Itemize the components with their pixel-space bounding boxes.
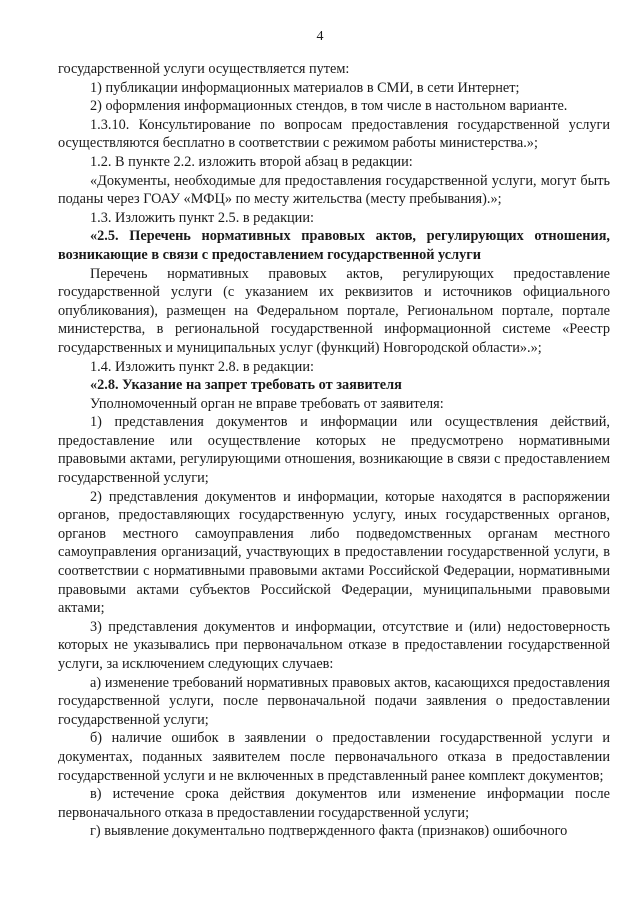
paragraph: 1) публикации информационных материалов в СМИ, в сети Интернет; (90, 79, 520, 96)
paragraph: 1.3. Изложить пункт 2.5. в редакции: (90, 209, 314, 226)
paragraph: 1) представления документов и информации или осуществления действий, предоставление или осуществление которых не предусмотрено нормативными правовыми актами, регулирующими отношения, возникающие в связи с предоставлением государственной услуги; (58, 414, 610, 487)
paragraph: «Документы, необходимые для предоставления государственной услуги, могут быть поданы через ГОАУ «МФЦ» по месту жительства (месту пребывания).»; (58, 172, 610, 208)
paragraph: Уполномоченный орган не вправе требовать от заявителя: (90, 395, 444, 412)
paragraph: б) наличие ошибок в заявлении о предоставлении государственной услуги и документах, поданных заявителем после первоначального отказа в предоставлении государственной услуги и не включенных в представленный ранее комплект документов; (58, 730, 610, 784)
document-body (58, 60, 610, 841)
paragraph: 1.2. В пункте 2.2. изложить второй абзац в редакции: (90, 153, 413, 170)
paragraph: 2) оформления информационных стендов, в том числе в настольном варианте. (90, 98, 568, 115)
page-number: 4 (316, 29, 324, 44)
paragraph: государственной услуги осуществляется путем: (58, 61, 350, 77)
paragraph: а) изменение требований нормативных правовых актов, касающихся предоставления государственной услуги, после первоначальной подачи заявления о предоставлении государственной услуги; (58, 674, 610, 728)
paragraph: 1.4. Изложить пункт 2.8. в редакции: (90, 358, 314, 375)
paragraph: 2) представления документов и информации, которые находятся в распоряжении органов, предоставляющих государственную услугу, иных государственных органов, органов местного самоуправления либо подведомственных органам местного самоуправления организаций, участвующих в предоставлении государственной услуги, в соответствии с нормативными правовыми актами Российской Федерации, нормативными правовыми актами субъектов Российской Федерации, муниципальными правовыми актами; (58, 488, 610, 617)
paragraph: 3) представления документов и информации, отсутствие и (или) недостоверность которых не указывались при первоначальном отказе в предоставлении государственной услуги, за исключением следующих случаев: (58, 618, 610, 672)
paragraph: в) истечение срока действия документов или изменение информации после первоначального отказа в предоставлении государственной услуги; (58, 786, 610, 821)
paragraph: 1.3.10. Консультирование по вопросам предоставления государственной услуги осуществляются бесплатно в соответствии с режимом работы министерства.»; (58, 116, 610, 152)
paragraph: г) выявление документально подтвержденного факта (признаков) ошибочного (90, 823, 568, 840)
paragraph: Перечень нормативных правовых актов, регулирующих предоставление государственной услуги (с указанием их реквизитов и источников официального опубликования), размещен на Федеральном портале, Региональном портале, портале министерства, в региональной государственной информационной системе «Реестр государственных и муниципальных услуг (функций) Новгородской области».»; (58, 265, 610, 356)
section-heading: «2.8. Указание на запрет требовать от заявителя (90, 377, 402, 394)
section-heading: «2.5. Перечень нормативных правовых актов, регулирующих отношения, возникающие в связи с предоставлением государственной услуги (58, 228, 610, 263)
